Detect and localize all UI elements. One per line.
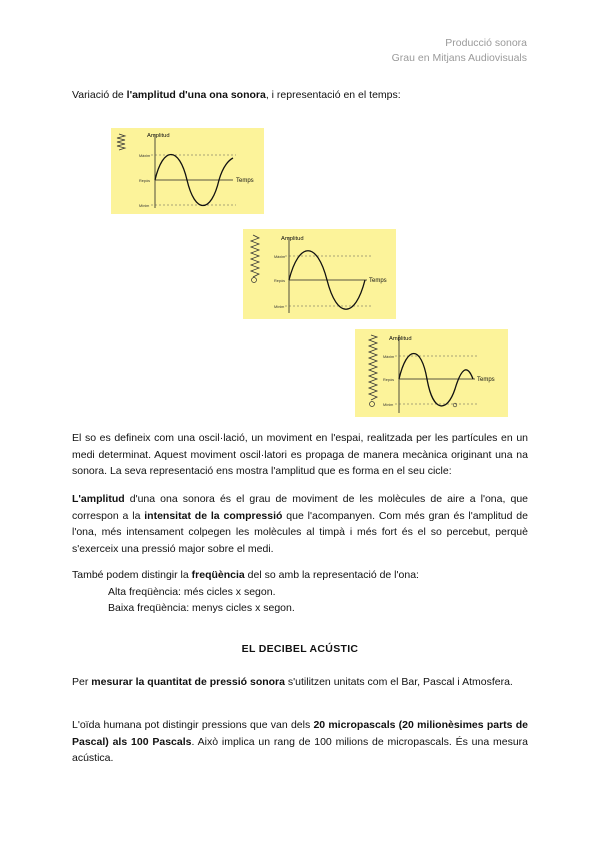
spring-icon [117, 134, 125, 150]
amplitude-label: Amplitud [389, 336, 412, 342]
amplitude-label: Amplitud [147, 133, 170, 139]
time-label: Temps [477, 377, 495, 383]
rest-label: Repòs [139, 179, 150, 183]
rest-label: Repòs [383, 378, 394, 382]
wave-diagram-1 [111, 128, 264, 214]
pressure-text-end: s'utilitzen unitats com el Bar, Pascal i Atmosfera. [285, 676, 513, 688]
amplitude-text-1: d'una ona sonora és el grau de moviment de les molècules de aire a l'ona, que correspon a la [72, 493, 528, 522]
amplitude-term: L'amplitud [72, 493, 125, 505]
wave-figure-1 [111, 128, 264, 214]
rest-label: Repòs [274, 279, 285, 283]
pressure-term: mesurar la quantitat de pressió sonora [91, 676, 285, 688]
intro-bold-term: l'amplitud d'una ona sonora [126, 89, 266, 101]
time-label: Temps [236, 178, 254, 184]
list-item-low-frequency: Baixa freqüència: menys cicles x segon. [108, 602, 295, 614]
hearing-range-term: 20 micropascals (20 milionèsimes parts de Pascal) als 100 Pascals [72, 719, 528, 748]
section-title: EL DECIBEL ACÚSTIC [241, 643, 359, 655]
header-course-title: Producció sonora [445, 37, 527, 49]
wave-diagram-2 [243, 229, 396, 319]
spring-icon [251, 235, 259, 277]
pressure-paragraph [72, 674, 528, 691]
max-label: Màxim [139, 154, 151, 158]
frequency-text-end: del so amb la representació de l'ona: [244, 569, 419, 581]
max-label: Màxim [274, 255, 286, 259]
intro-text-end: , i representació en el temps: [265, 89, 401, 101]
document-header [392, 36, 527, 66]
wave-figure-2 [243, 229, 396, 319]
compression-term: intensitat de la compressió [144, 509, 283, 522]
intro-paragraph [72, 87, 528, 104]
max-label: Màxim [383, 355, 395, 359]
hearing-text-start: L'oïda humana pot distingir pressions que van dels [72, 719, 314, 731]
frequency-term: freqüència [191, 569, 245, 581]
amplitude-paragraph [72, 491, 528, 557]
wave-figure-3 [355, 329, 508, 417]
spring-icon [369, 335, 377, 400]
hearing-range-paragraph [72, 717, 528, 767]
min-label: Mínim [383, 403, 394, 407]
frequency-text-start: També podem distingir la [72, 569, 192, 581]
min-label: Mínim [139, 204, 150, 208]
intro-text-start: Variació de [72, 89, 127, 101]
hearing-text-end: . Això implica un rang de 100 milions de micropascals. És una mesura acústica. [72, 735, 528, 764]
amplitude-text-2: que l'acompanyen. Com més gran és l'amplitud de l'ona, més intensament colpegen les molècules al timpà i més fort és el so percebut, perquè s'exerceix una pressió major sobre el medi. [72, 509, 528, 555]
wave-diagram-3 [355, 329, 508, 417]
list-item-high-frequency: Alta freqüència: més cicles x segon. [108, 585, 276, 598]
amplitude-label: Amplitud [281, 236, 304, 242]
definition-paragraph: El so es defineix com una oscil·lació, un moviment en l'espai, realitzada per les partícules en un medi determinat. Aquest moviment oscil·latori es propaga de manera mecànica originant una na sonora. La seva representació ens mostra l'amplitud que es forma en el seu cicle: [72, 432, 528, 477]
min-label: Mínim [274, 305, 285, 309]
frequency-paragraph [72, 567, 528, 617]
time-label: Temps [369, 278, 387, 284]
pressure-text-start: Per [72, 676, 92, 688]
header-degree-title: Grau en Mitjans Audiovisuals [391, 52, 527, 64]
